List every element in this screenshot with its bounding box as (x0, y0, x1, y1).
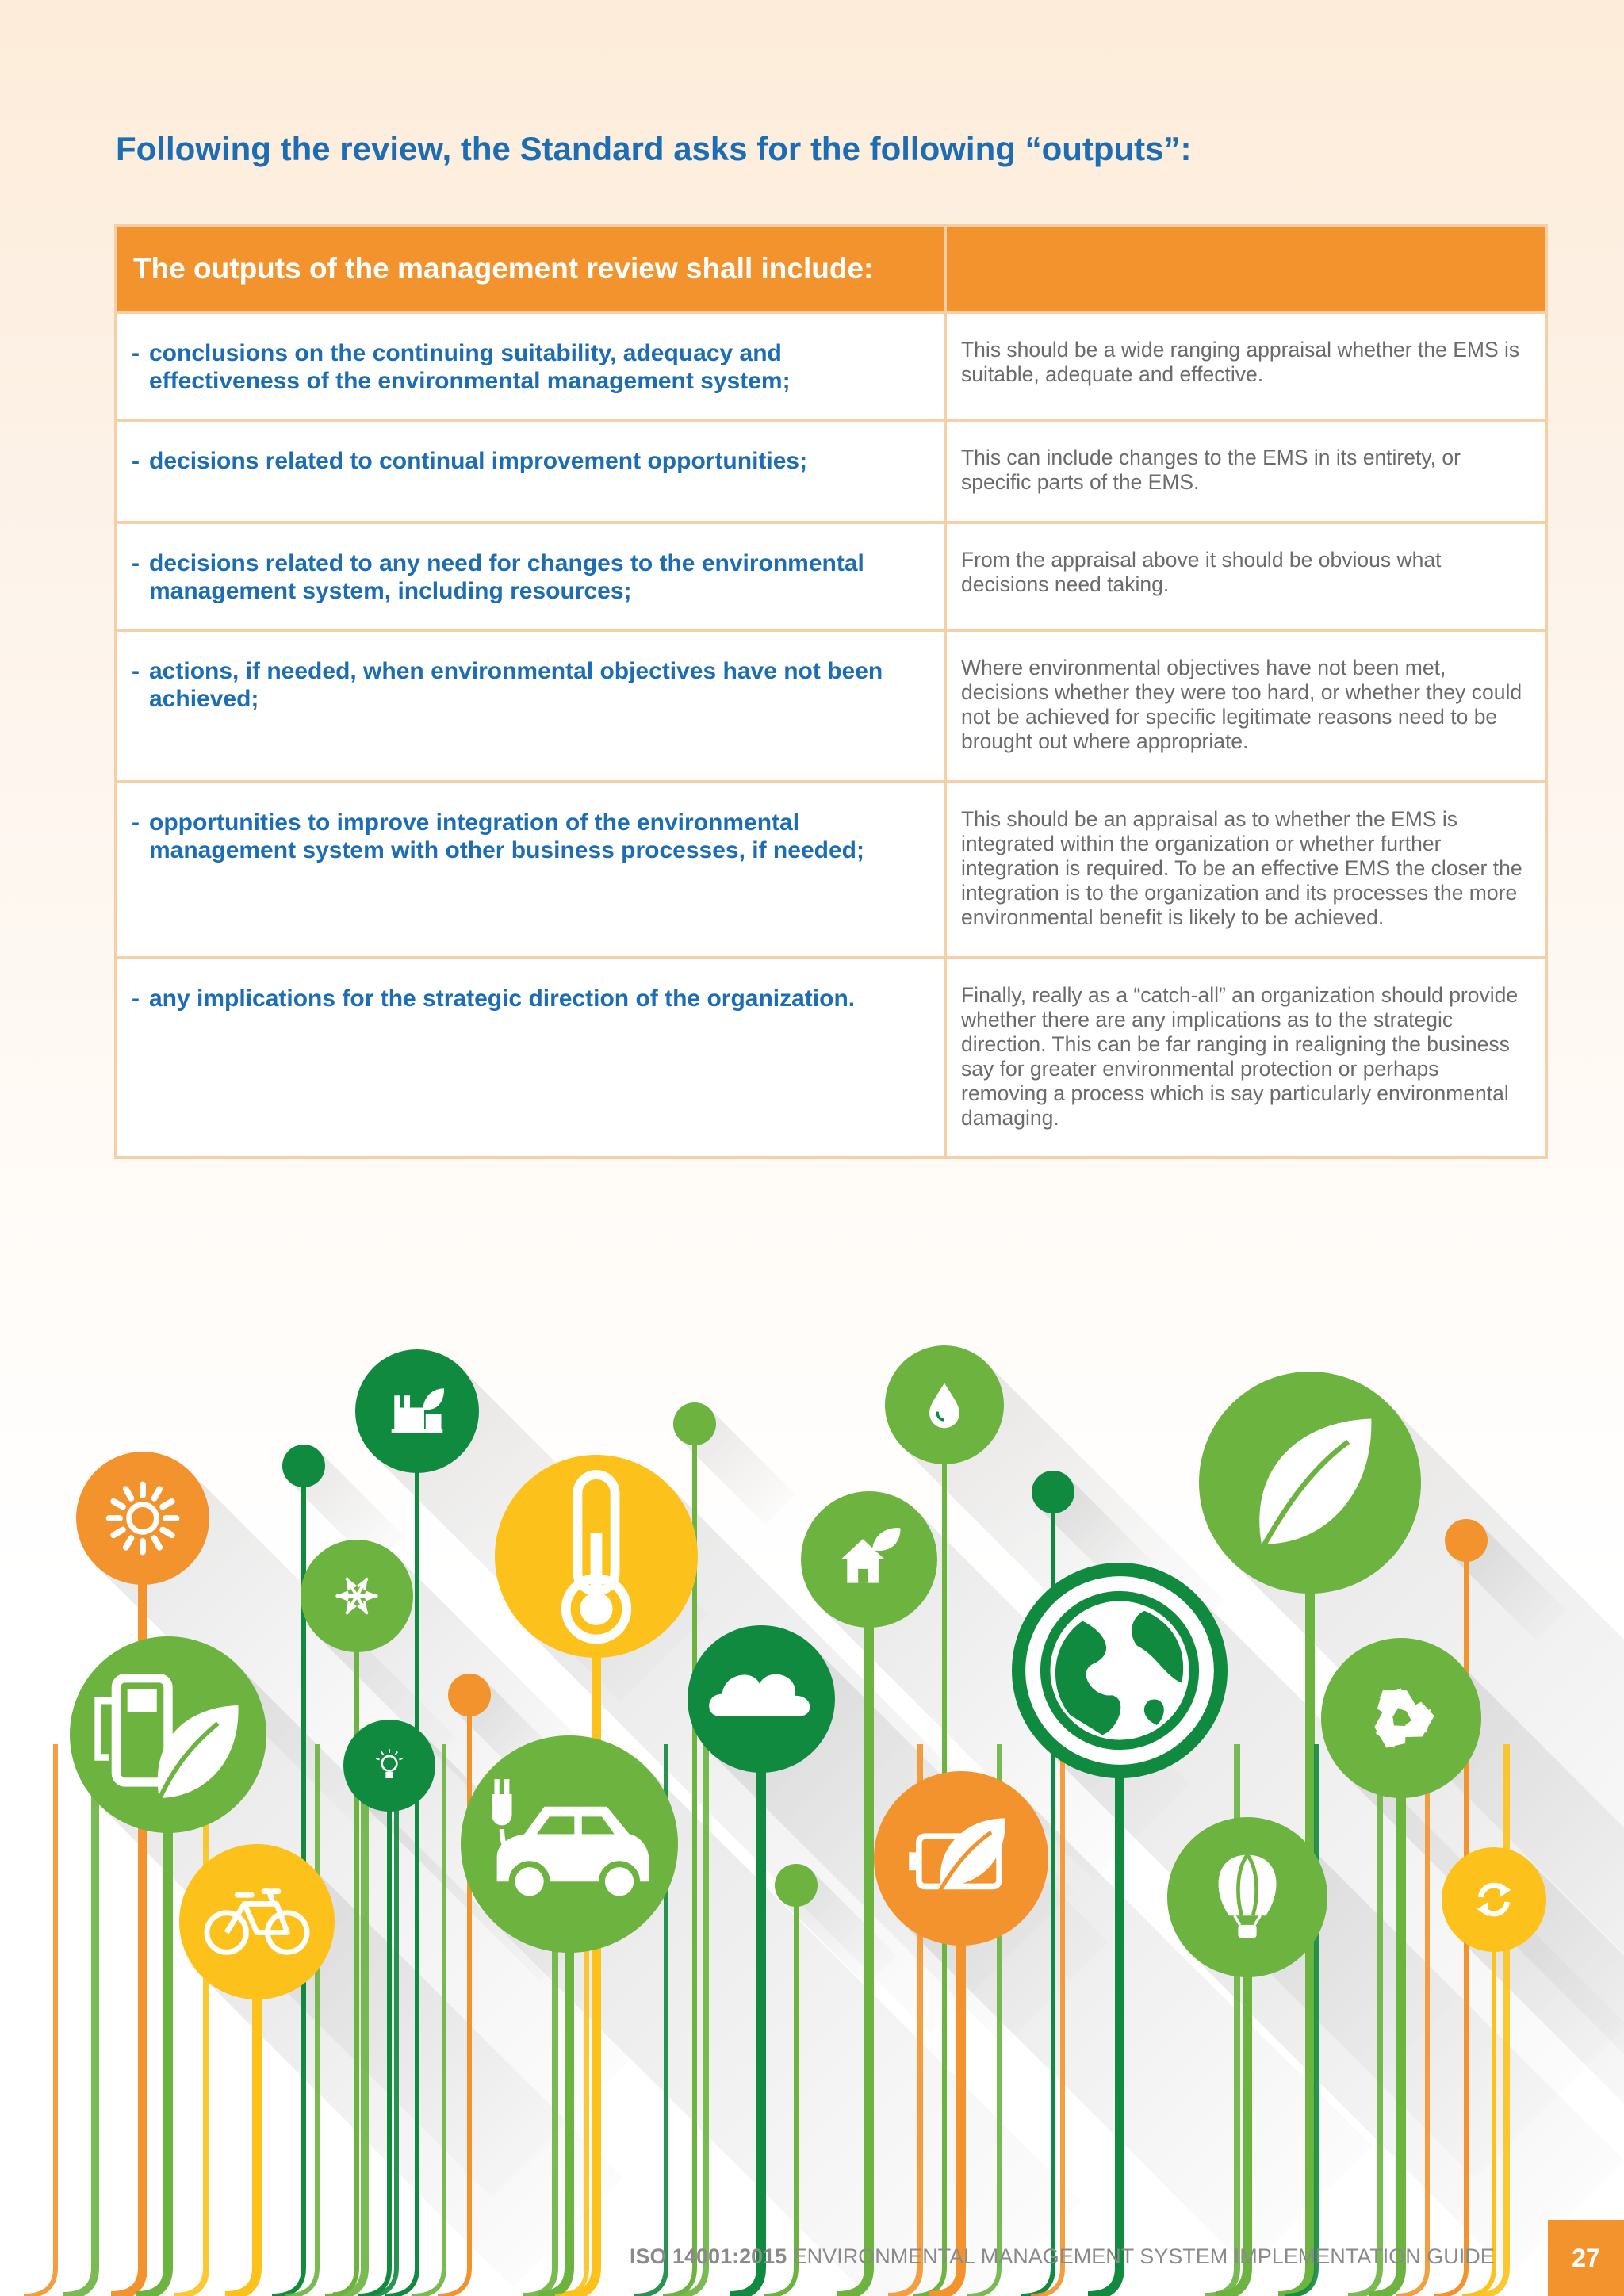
guidance-text: Where environmental objectives have not been met, decisions whether they were too hard, or whether they could not be achieved for specific legitimate reasons need to be brought out where appropriate. (961, 656, 1522, 753)
leaf-circle (1199, 1372, 1421, 1594)
requirement-cell (116, 630, 945, 782)
table-header-left: The outputs of the management review shall include: (116, 225, 945, 312)
page-number: 27 (1548, 2220, 1624, 2296)
globe-circle (1012, 1563, 1228, 1778)
hot-air-balloon-circle (1167, 1817, 1327, 1977)
requirement-text: - any implications for the strategic direction of the organization. (117, 959, 944, 1012)
sun-circle (76, 1452, 209, 1585)
table-row (116, 630, 1546, 782)
guidance-text: This should be an appraisal as to whether the EMS is integrated within the organization or whether further integration is required. To be an effective EMS the closer the integration is to the organization and its processes the more environmental benefit is likely to be achieved. (961, 807, 1522, 929)
requirement-cell (116, 312, 945, 420)
outputs-table (114, 224, 1548, 1159)
globe-icon (1033, 1584, 1207, 1758)
thermometer-circle (495, 1455, 698, 1658)
requirement-cell (116, 782, 945, 958)
footer-doc-title: ENVIRONMENTAL MANAGEMENT SYSTEM IMPLEMENTATION GUIDE (792, 2244, 1495, 2268)
dot-circle (282, 1445, 325, 1487)
guidance-cell (945, 782, 1546, 958)
dot-circle (673, 1402, 716, 1445)
requirement-cell (116, 420, 945, 522)
eco-illustration (0, 1300, 1624, 2296)
table-header-right (945, 225, 1546, 312)
dot-circle (448, 1674, 491, 1716)
requirement-text: - decisions related to continual improvement opportunities; (117, 422, 944, 475)
requirement-text: - conclusions on the continuing suitability, adequacy and effectiveness of the environmental management system; (117, 314, 944, 395)
cloud-circle (688, 1625, 835, 1773)
guidance-text: This can include changes to the EMS in its entirety, or specific parts of the EMS. (961, 446, 1461, 494)
water-drop-circle (885, 1345, 1004, 1464)
guidance-cell (945, 420, 1546, 522)
footer-doc-code: ISO 14001:2015 (630, 2244, 787, 2268)
lightbulb-circle (343, 1720, 435, 1812)
requirement-text: - decisions related to any need for changes to the environmental management system, including resources; (117, 524, 944, 605)
table-row (116, 782, 1546, 958)
table-header-row (116, 225, 1546, 312)
refresh-circle (1442, 1847, 1546, 1952)
table-row (116, 312, 1546, 420)
requirement-text: - opportunities to improve integration of the environmental management system with other business processes, if needed; (117, 783, 944, 864)
table-row (116, 420, 1546, 522)
guidance-text: From the appraisal above it should be obvious what decisions need taking. (961, 548, 1442, 596)
dot-circle (1445, 1519, 1488, 1562)
footer-title (630, 2241, 1534, 2272)
electric-car-circle (461, 1735, 678, 1953)
requirement-text: - actions, if needed, when environmental objectives have not been achieved; (117, 632, 944, 713)
table-row (116, 522, 1546, 630)
dot-circle (775, 1864, 818, 1907)
table-row (116, 958, 1546, 1158)
requirement-cell (116, 522, 945, 630)
guidance-cell (945, 958, 1546, 1158)
battery-leaf-circle (874, 1771, 1048, 1946)
requirement-cell (116, 958, 945, 1158)
fuel-pump-leaf-circle (70, 1636, 266, 1833)
recycle-circle (1321, 1638, 1481, 1798)
snowflake-circle (301, 1540, 413, 1652)
guidance-cell (945, 630, 1546, 782)
guidance-cell (945, 312, 1546, 420)
page-heading: Following the review, the Standard asks for the following “outputs”: (116, 130, 1192, 167)
bicycle-circle (179, 1844, 335, 1999)
factory-circle (355, 1349, 479, 1473)
house-leaf-circle (801, 1491, 937, 1628)
guidance-cell (945, 522, 1546, 630)
guidance-text: This should be a wide ranging appraisal whether the EMS is suitable, adequate and effective. (961, 338, 1520, 386)
dot-circle (1032, 1471, 1074, 1513)
guidance-text: Finally, really as a “catch-all” an organization should provide whether there are any implications as to the strategic direction. This can be far ranging in realigning the business say for greater environmental protection or perhaps removing a process which is say particularly environmental damaging. (961, 983, 1519, 1130)
